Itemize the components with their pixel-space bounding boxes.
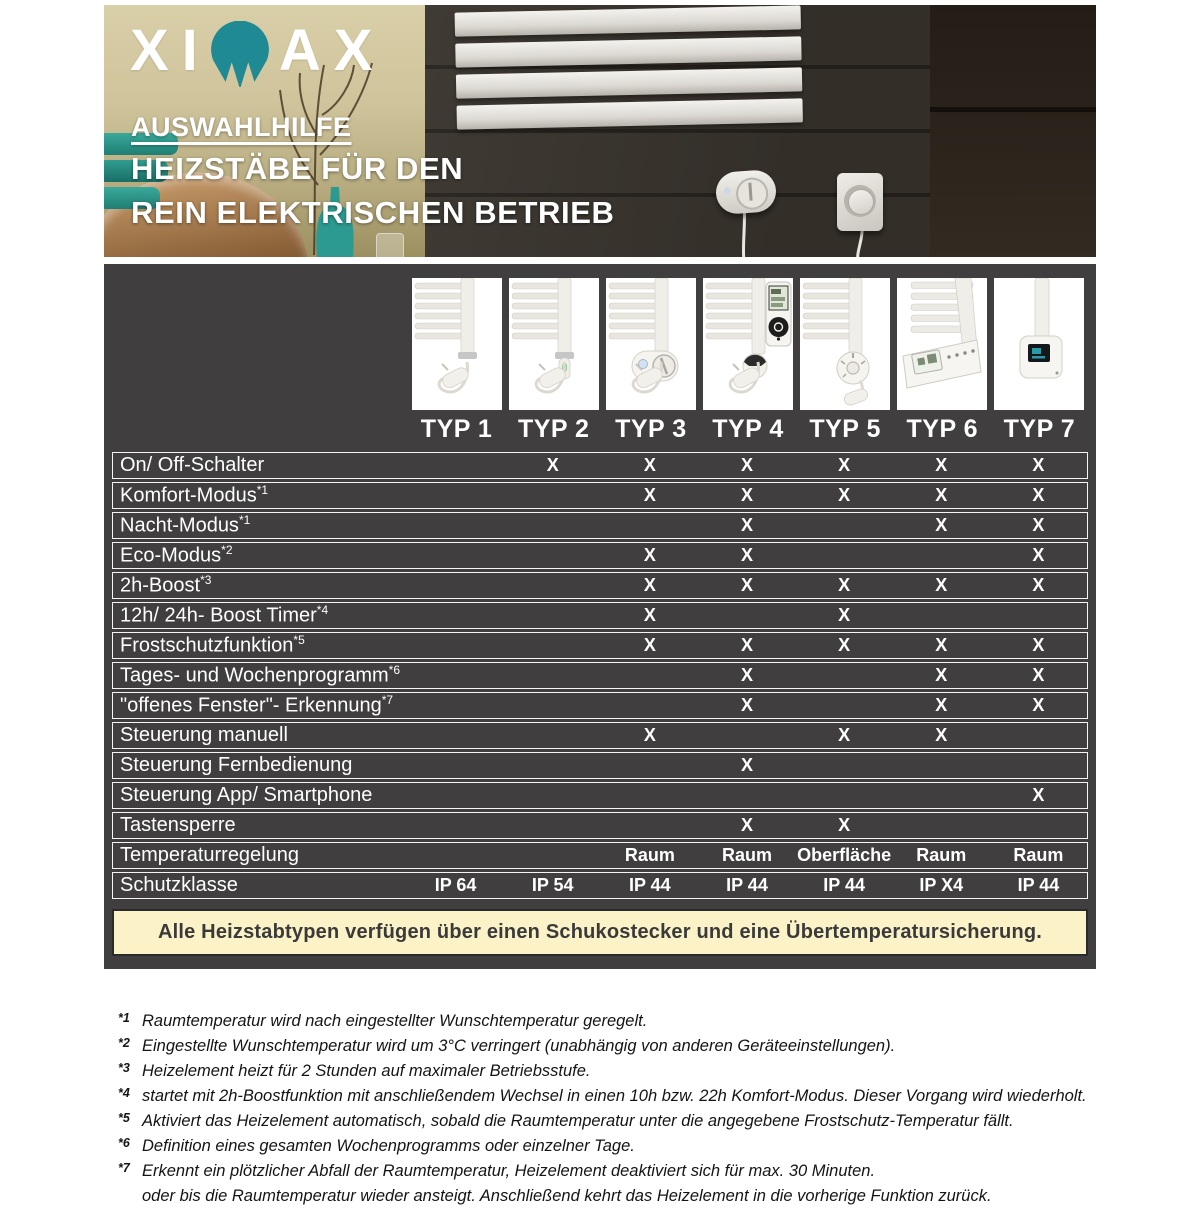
- table-row: [112, 842, 1088, 869]
- table-cell-value: IP X4: [919, 875, 964, 895]
- footnote: [118, 1163, 1128, 1205]
- table-cell-value: Oberfläche: [797, 845, 892, 865]
- table-cell-value: X: [1032, 545, 1045, 565]
- table-row: [112, 542, 1088, 569]
- row-label: 2h-Boost$^{*3}$: [120, 573, 212, 597]
- column-headers: [112, 278, 1088, 444]
- radiator-slat: [457, 98, 803, 129]
- footnote-text: Eingestellte Wunschtemperatur wird um 3°C verringert (unabhängig von anderen Geräteeinstellungen).: [142, 1037, 896, 1055]
- typ-label: TYP 1: [420, 415, 493, 443]
- radiator-control-panel-image: [897, 278, 987, 410]
- table-row: [112, 482, 1088, 509]
- typ-label: TYP 6: [906, 415, 979, 443]
- footnote-marker: *7: [118, 1161, 130, 1175]
- footnote-marker: *7: [381, 693, 394, 708]
- column-header-typ5: [797, 278, 894, 444]
- panel-radiator: [455, 5, 804, 152]
- table-cell-value: X: [740, 515, 753, 535]
- table-cell-value: X: [740, 815, 753, 835]
- table-cell-value: X: [935, 695, 948, 715]
- heating-rod-control-box-image: [606, 278, 696, 410]
- table-row: [112, 602, 1088, 629]
- logo-text-right: AX: [278, 18, 386, 83]
- table-cell-value: X: [935, 455, 948, 475]
- footnote-marker: *6: [388, 663, 400, 678]
- table-cell-value: X: [838, 455, 851, 475]
- bathroom-cabinet: [930, 5, 1096, 257]
- table-cell-value: X: [643, 485, 656, 505]
- row-label: 12h/ 24h- Boost Timer$^{*4}$: [120, 603, 329, 627]
- table-cell-value: Raum: [1013, 845, 1064, 865]
- note-banner: Alle Heizstabtypen verfügen über einen Schukostecker und eine Übertemperatursicherung.: [112, 909, 1088, 956]
- table-cell-value: X: [643, 575, 656, 595]
- table-cell-value: X: [838, 575, 851, 595]
- comparison-table-panel: [104, 264, 1096, 969]
- table-cell-value: IP 44: [628, 875, 671, 895]
- table-cell-value: X: [740, 455, 753, 475]
- table-row: [112, 632, 1088, 659]
- row-label: Steuerung manuell: [120, 724, 288, 746]
- radiator-slat: [456, 67, 802, 98]
- table-row: [112, 662, 1088, 689]
- footnote: [118, 1038, 1128, 1055]
- ximax-logo-m-icon: [207, 21, 273, 87]
- table-cell-value: X: [838, 605, 851, 625]
- wall-socket: [837, 173, 883, 231]
- row-label: On/ Off-Schalter: [120, 454, 265, 476]
- footnote-marker: *1: [238, 513, 251, 528]
- hero-title: [131, 147, 614, 235]
- column-header-typ6: [894, 278, 991, 444]
- table-row: [112, 512, 1088, 539]
- column-header-typ1: [408, 278, 505, 444]
- table-cell-value: X: [935, 515, 948, 535]
- row-label: Eco-Modus$^{*2}$: [120, 543, 233, 567]
- table-cell-value: X: [740, 635, 753, 655]
- table-cell-value: X: [935, 725, 948, 745]
- table-row: [112, 692, 1088, 719]
- heating-rod-cable-image: [412, 278, 502, 410]
- feature-rows: [112, 452, 1088, 899]
- footnote: [118, 1013, 1128, 1030]
- row-label: Nacht-Modus$^{*1}$: [120, 513, 251, 537]
- table-cell-value: X: [1032, 785, 1045, 805]
- footnote-text: Raumtemperatur wird nach eingestellter Wunschtemperatur geregelt.: [142, 1012, 648, 1030]
- table-cell-value: X: [1032, 665, 1045, 685]
- row-label: Tastensperre: [120, 814, 236, 836]
- footnote-text-continued: oder bis die Raumtemperatur wieder ansteigt. Anschließend kehrt das Heizelement in die vorherige Funktion zurück.: [142, 1187, 992, 1205]
- table-cell-value: X: [643, 455, 656, 475]
- row-label: Tages- und Wochenprogramm$^{*6}$: [120, 663, 400, 687]
- typ-label: TYP 3: [615, 415, 687, 443]
- table-cell-value: X: [1032, 695, 1045, 715]
- table-cell-value: IP 44: [726, 875, 768, 895]
- column-header-typ3: [602, 278, 699, 444]
- footnote-text: Definition eines gesamten Wochenprogramms oder einzelner Tage.: [142, 1137, 635, 1155]
- footnote-marker: *6: [118, 1136, 130, 1150]
- column-header-spacer: [112, 278, 408, 444]
- footnote-text: startet mit 2h-Boostfunktion mit anschließendem Wechsel in einen 10h bzw. 22h Komfort-Modus. Dieser Vorgang wird wiederholt.: [142, 1087, 1087, 1105]
- table-cell-value: X: [740, 755, 753, 775]
- table-row: [112, 752, 1088, 779]
- table-cell-value: IP 64: [434, 875, 477, 895]
- hero-title-line2: REIN ELEKTRISCHEN BETRIEB: [131, 195, 615, 230]
- heating-rod-display-box-image: [994, 278, 1084, 410]
- table-cell-value: X: [838, 485, 851, 505]
- footnotes: [118, 1013, 1128, 1213]
- table-cell-value: X: [838, 725, 851, 745]
- hero-eyebrow: AUSWAHLHILFE: [131, 112, 352, 142]
- table-cell-value: X: [740, 545, 753, 565]
- table-row: [112, 572, 1088, 599]
- table-cell-value: X: [643, 725, 656, 745]
- hero-banner: [104, 5, 1096, 257]
- table-cell-value: X: [935, 485, 948, 505]
- row-label: Steuerung Fernbedienung: [120, 754, 353, 776]
- table-cell-value: X: [935, 575, 948, 595]
- table-cell-value: X: [740, 485, 753, 505]
- footnote-marker: *1: [118, 1011, 130, 1025]
- footnote-marker: *4: [118, 1086, 130, 1100]
- table-cell-value: X: [1032, 515, 1045, 535]
- typ-label: TYP 7: [1003, 415, 1076, 443]
- table-cell-value: X: [546, 455, 559, 475]
- footnote-marker: *2: [118, 1036, 130, 1050]
- footnote-marker: *5: [118, 1111, 130, 1125]
- table-row: [112, 872, 1088, 899]
- table-cell-value: IP 54: [531, 875, 574, 895]
- column-header-typ2: [505, 278, 602, 444]
- table-cell-value: IP 44: [823, 875, 865, 895]
- row-label: Frostschutzfunktion$^{*5}$: [120, 633, 305, 657]
- row-label: Schutzklasse: [120, 874, 238, 896]
- table-cell-value: IP 44: [1017, 875, 1060, 895]
- table-cell-value: Raum: [624, 845, 675, 865]
- table-cell-value: X: [838, 635, 851, 655]
- footnote-marker: *2: [221, 543, 233, 558]
- row-label: Komfort-Modus$^{*1}$: [120, 483, 269, 507]
- table-row: [112, 782, 1088, 809]
- table-cell-value: X: [1032, 635, 1045, 655]
- typ-label: TYP 2: [517, 415, 590, 443]
- table-cell-value: X: [740, 695, 753, 715]
- table-cell-value: Raum: [721, 845, 772, 865]
- typ-label: TYP 5: [809, 415, 881, 443]
- heating-rod-knob-remote-image: [703, 278, 793, 410]
- table-row: [112, 722, 1088, 749]
- footnote-marker: *3: [118, 1061, 130, 1075]
- table-cell-value: X: [935, 635, 948, 655]
- logo-text-left: XI: [130, 18, 211, 83]
- column-header-typ7: [991, 278, 1088, 444]
- footnote: [118, 1138, 1128, 1155]
- footnote-text: Heizelement heizt für 2 Stunden auf maximaler Betriebsstufe.: [142, 1062, 591, 1080]
- footnote-marker: *1: [256, 483, 269, 498]
- table-cell-value: X: [643, 605, 656, 625]
- table-cell-value: X: [935, 665, 948, 685]
- footnote-text: Aktiviert das Heizelement automatisch, sobald die Raumtemperatur unter die angegebene Frostschutz-Temperatur fällt.: [142, 1112, 1014, 1130]
- footnote-text: Erkennt ein plötzlicher Abfall der Raumtemperatur, Heizelement deaktiviert sich für max. 30 Minuten. oder bis die Raumtemperatur wieder ansteigt. Anschließend kehrt das Heizelement in die vorherige Funktion zurück.: [142, 1163, 1128, 1205]
- row-label: Steuerung App/ Smartphone: [120, 784, 373, 806]
- typ-label: TYP 4: [712, 415, 784, 443]
- column-header-typ4: [699, 278, 796, 444]
- radiator-slat: [455, 36, 801, 67]
- row-label: Temperaturregelung: [120, 844, 299, 866]
- footnote: [118, 1113, 1128, 1130]
- heating-rod-switch-image: [509, 278, 599, 410]
- table-row: [112, 812, 1088, 839]
- ximax-logo: [130, 19, 385, 87]
- hero-title-line1: HEIZSTÄBE FÜR DEN: [131, 151, 464, 186]
- table-row: [112, 452, 1088, 479]
- table-cell-value: X: [740, 575, 753, 595]
- table-cell-value: X: [1032, 455, 1045, 475]
- footnote-marker: *3: [200, 573, 212, 588]
- row-label: "offenes Fenster"- Erkennung$^{*7}$: [120, 693, 394, 717]
- table-cell-value: Raum: [916, 845, 967, 865]
- schuko-plug: [848, 189, 874, 215]
- table-cell-value: X: [1032, 575, 1045, 595]
- table-cell-value: X: [643, 545, 656, 565]
- footnote-marker: *5: [293, 633, 305, 648]
- cabinet-seam: [930, 107, 1096, 112]
- table-cell-value: X: [838, 815, 851, 835]
- heating-rod-thermostat-dial-image: [800, 278, 890, 410]
- dial-led: [724, 187, 731, 194]
- footnote: [118, 1088, 1128, 1105]
- dial-knob: [735, 176, 769, 210]
- footnote: [118, 1063, 1128, 1080]
- drinking-glass: [376, 233, 404, 257]
- table-cell-value: X: [1032, 485, 1045, 505]
- table-cell-value: X: [740, 665, 753, 685]
- footnote-marker: *4: [316, 603, 329, 618]
- table-cell-value: X: [643, 635, 656, 655]
